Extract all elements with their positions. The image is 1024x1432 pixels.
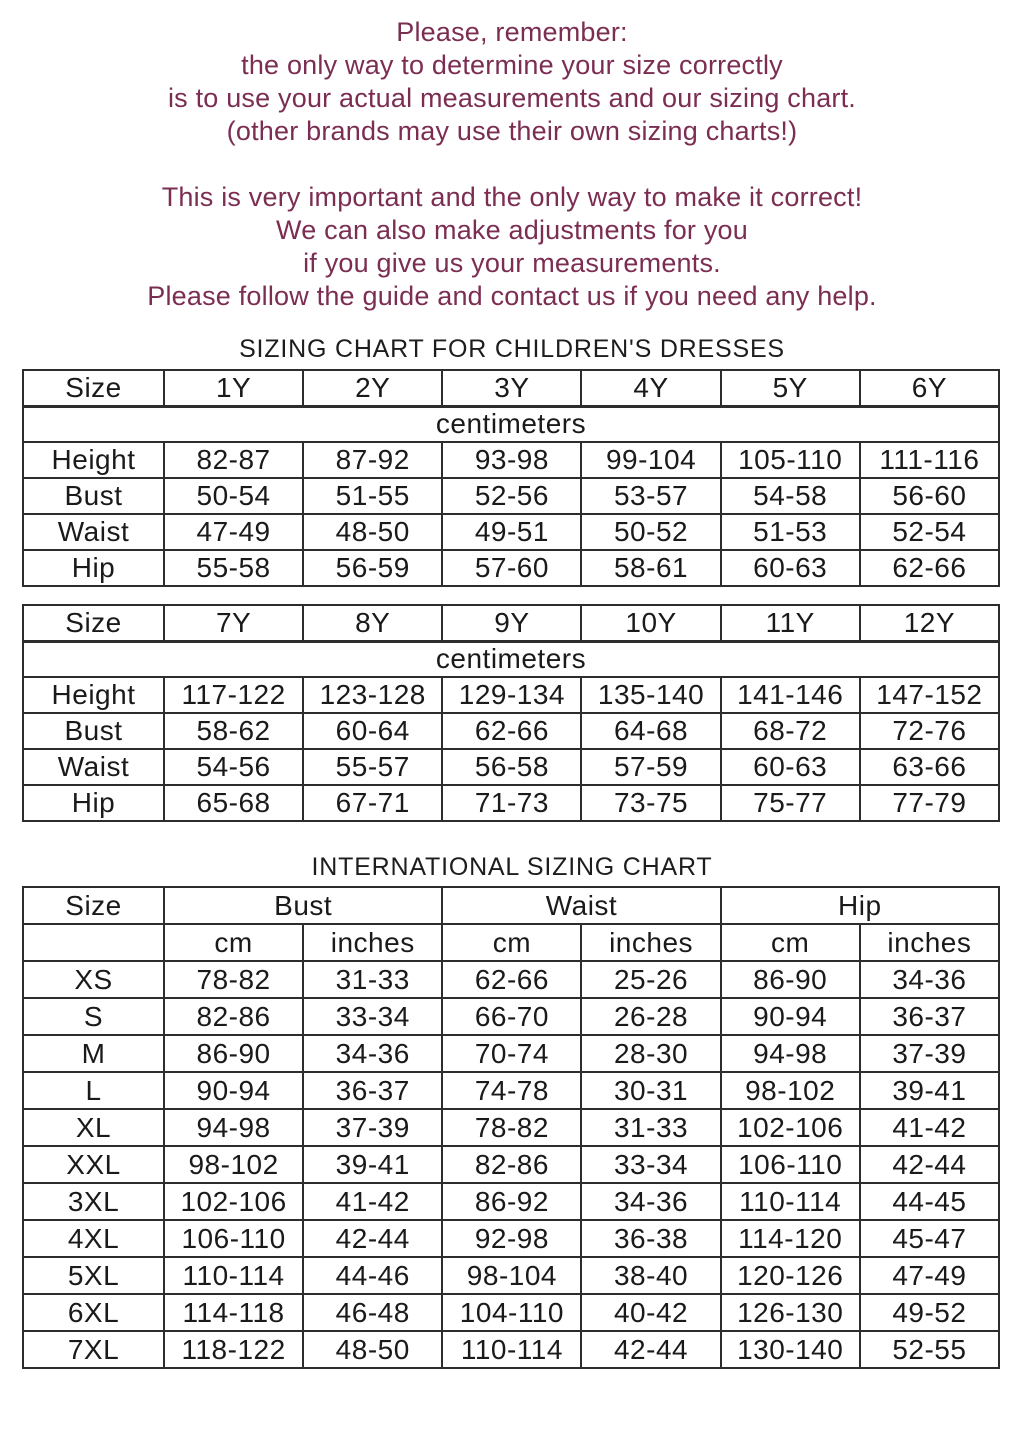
value-cell: 106-110 xyxy=(721,1146,860,1183)
value-cell: 130-140 xyxy=(721,1331,860,1368)
value-cell: 68-72 xyxy=(721,713,860,749)
value-cell: 52-55 xyxy=(860,1331,999,1368)
value-cell: 86-90 xyxy=(721,961,860,998)
value-cell: 126-130 xyxy=(721,1294,860,1331)
unit-header-cell: inches xyxy=(581,924,720,961)
value-cell: 117-122 xyxy=(164,677,303,713)
value-cell: 34-36 xyxy=(303,1035,442,1072)
value-cell: 66-70 xyxy=(442,998,581,1035)
row-label-cell: XL xyxy=(23,1109,164,1146)
table-row xyxy=(23,406,999,442)
unit-header-cell: inches xyxy=(860,924,999,961)
intro-line: Please follow the guide and contact us if you need any help. xyxy=(147,281,877,311)
value-cell: 37-39 xyxy=(303,1109,442,1146)
value-cell: 53-57 xyxy=(581,478,720,514)
row-label-cell: 6XL xyxy=(23,1294,164,1331)
value-cell: 42-44 xyxy=(303,1220,442,1257)
value-cell: 47-49 xyxy=(860,1257,999,1294)
value-cell: 54-56 xyxy=(164,749,303,785)
blank-cell xyxy=(23,924,164,961)
value-cell: 75-77 xyxy=(721,785,860,821)
size-header-cell: 8Y xyxy=(303,605,442,641)
value-cell: 62-66 xyxy=(442,713,581,749)
table-row xyxy=(23,1109,999,1146)
unit-header-cell: inches xyxy=(303,924,442,961)
row-label-cell: M xyxy=(23,1035,164,1072)
value-cell: 56-58 xyxy=(442,749,581,785)
value-cell: 58-61 xyxy=(581,550,720,586)
table-row xyxy=(23,1035,999,1072)
value-cell: 60-64 xyxy=(303,713,442,749)
value-cell: 104-110 xyxy=(442,1294,581,1331)
intro-line-spacer xyxy=(0,148,1024,181)
size-header-cell: 11Y xyxy=(721,605,860,641)
value-cell: 57-60 xyxy=(442,550,581,586)
value-cell: 50-52 xyxy=(581,514,720,550)
table-row xyxy=(23,550,999,586)
table-row xyxy=(23,1183,999,1220)
table-row xyxy=(23,961,999,998)
value-cell: 90-94 xyxy=(721,998,860,1035)
row-label-cell: Bust xyxy=(23,478,164,514)
value-cell: 67-71 xyxy=(303,785,442,821)
table-row xyxy=(23,514,999,550)
value-cell: 50-54 xyxy=(164,478,303,514)
value-cell: 37-39 xyxy=(860,1035,999,1072)
measure-group-cell: Hip xyxy=(721,887,999,924)
size-header-cell: 2Y xyxy=(303,370,442,406)
value-cell: 94-98 xyxy=(721,1035,860,1072)
size-label-cell: Size xyxy=(23,370,164,406)
table-row xyxy=(23,605,999,641)
value-cell: 86-92 xyxy=(442,1183,581,1220)
value-cell: 48-50 xyxy=(303,1331,442,1368)
value-cell: 25-26 xyxy=(581,961,720,998)
value-cell: 87-92 xyxy=(303,442,442,478)
row-label-cell: Waist xyxy=(23,749,164,785)
value-cell: 44-46 xyxy=(303,1257,442,1294)
size-label-cell: Size xyxy=(23,887,164,924)
intro-line: the only way to determine your size correctly xyxy=(241,50,783,80)
value-cell: 55-58 xyxy=(164,550,303,586)
table-row xyxy=(23,998,999,1035)
size-header-cell: 5Y xyxy=(721,370,860,406)
value-cell: 62-66 xyxy=(860,550,999,586)
row-label-cell: 3XL xyxy=(23,1183,164,1220)
value-cell: 38-40 xyxy=(581,1257,720,1294)
row-label-cell: 7XL xyxy=(23,1331,164,1368)
value-cell: 51-53 xyxy=(721,514,860,550)
value-cell: 36-37 xyxy=(860,998,999,1035)
unit-header-cell: cm xyxy=(721,924,860,961)
size-header-cell: 12Y xyxy=(860,605,999,641)
value-cell: 60-63 xyxy=(721,749,860,785)
value-cell: 77-79 xyxy=(860,785,999,821)
value-cell: 78-82 xyxy=(164,961,303,998)
size-header-cell: 1Y xyxy=(164,370,303,406)
intro-note xyxy=(0,0,1024,313)
value-cell: 129-134 xyxy=(442,677,581,713)
unit-row-cell: centimeters xyxy=(23,406,999,442)
value-cell: 114-120 xyxy=(721,1220,860,1257)
value-cell: 147-152 xyxy=(860,677,999,713)
value-cell: 57-59 xyxy=(581,749,720,785)
value-cell: 141-146 xyxy=(721,677,860,713)
table-row xyxy=(23,1331,999,1368)
table-row xyxy=(23,713,999,749)
value-cell: 39-41 xyxy=(303,1146,442,1183)
value-cell: 118-122 xyxy=(164,1331,303,1368)
value-cell: 33-34 xyxy=(581,1146,720,1183)
value-cell: 45-47 xyxy=(860,1220,999,1257)
children-sizing-table-2 xyxy=(22,604,1000,822)
value-cell: 36-37 xyxy=(303,1072,442,1109)
intro-line: (other brands may use their own sizing charts!) xyxy=(226,116,798,146)
value-cell: 26-28 xyxy=(581,998,720,1035)
value-cell: 110-114 xyxy=(442,1331,581,1368)
value-cell: 123-128 xyxy=(303,677,442,713)
value-cell: 56-59 xyxy=(303,550,442,586)
row-label-cell: Height xyxy=(23,442,164,478)
unit-header-cell: cm xyxy=(442,924,581,961)
size-header-cell: 7Y xyxy=(164,605,303,641)
value-cell: 58-62 xyxy=(164,713,303,749)
table-row xyxy=(23,1257,999,1294)
value-cell: 49-51 xyxy=(442,514,581,550)
value-cell: 111-116 xyxy=(860,442,999,478)
intro-line: is to use your actual measurements and our sizing chart. xyxy=(167,83,857,113)
row-label-cell: Height xyxy=(23,677,164,713)
table-row xyxy=(23,1294,999,1331)
table-row xyxy=(23,887,999,924)
table-row xyxy=(23,785,999,821)
value-cell: 42-44 xyxy=(860,1146,999,1183)
value-cell: 39-41 xyxy=(860,1072,999,1109)
table-row xyxy=(23,749,999,785)
value-cell: 60-63 xyxy=(721,550,860,586)
value-cell: 54-58 xyxy=(721,478,860,514)
value-cell: 102-106 xyxy=(721,1109,860,1146)
measure-group-cell: Waist xyxy=(442,887,720,924)
value-cell: 55-57 xyxy=(303,749,442,785)
table-row xyxy=(23,924,999,961)
value-cell: 52-56 xyxy=(442,478,581,514)
value-cell: 56-60 xyxy=(860,478,999,514)
unit-header-cell: cm xyxy=(164,924,303,961)
unit-row-cell: centimeters xyxy=(23,641,999,677)
row-label-cell: Bust xyxy=(23,713,164,749)
table-row xyxy=(23,478,999,514)
row-label-cell: L xyxy=(23,1072,164,1109)
value-cell: 62-66 xyxy=(442,961,581,998)
value-cell: 86-90 xyxy=(164,1035,303,1072)
value-cell: 98-102 xyxy=(164,1146,303,1183)
value-cell: 74-78 xyxy=(442,1072,581,1109)
value-cell: 72-76 xyxy=(860,713,999,749)
row-label-cell: 5XL xyxy=(23,1257,164,1294)
value-cell: 64-68 xyxy=(581,713,720,749)
value-cell: 40-42 xyxy=(581,1294,720,1331)
international-sizing-table xyxy=(22,886,1000,1369)
value-cell: 98-104 xyxy=(442,1257,581,1294)
value-cell: 41-42 xyxy=(860,1109,999,1146)
row-label-cell: Hip xyxy=(23,785,164,821)
children-sizing-table-1 xyxy=(22,369,1000,587)
value-cell: 48-50 xyxy=(303,514,442,550)
value-cell: 34-36 xyxy=(581,1183,720,1220)
value-cell: 135-140 xyxy=(581,677,720,713)
value-cell: 82-87 xyxy=(164,442,303,478)
value-cell: 92-98 xyxy=(442,1220,581,1257)
value-cell: 30-31 xyxy=(581,1072,720,1109)
measure-group-cell: Bust xyxy=(164,887,442,924)
value-cell: 99-104 xyxy=(581,442,720,478)
value-cell: 63-66 xyxy=(860,749,999,785)
value-cell: 47-49 xyxy=(164,514,303,550)
value-cell: 71-73 xyxy=(442,785,581,821)
value-cell: 44-45 xyxy=(860,1183,999,1220)
value-cell: 106-110 xyxy=(164,1220,303,1257)
table-row xyxy=(23,641,999,677)
value-cell: 94-98 xyxy=(164,1109,303,1146)
row-label-cell: S xyxy=(23,998,164,1035)
value-cell: 46-48 xyxy=(303,1294,442,1331)
intro-line: This is very important and the only way to make it correct! xyxy=(161,182,863,212)
value-cell: 33-34 xyxy=(303,998,442,1035)
table-row xyxy=(23,1146,999,1183)
value-cell: 31-33 xyxy=(581,1109,720,1146)
row-label-cell: XXL xyxy=(23,1146,164,1183)
table-row xyxy=(23,1220,999,1257)
value-cell: 120-126 xyxy=(721,1257,860,1294)
value-cell: 36-38 xyxy=(581,1220,720,1257)
intro-line: if you give us your measurements. xyxy=(303,248,721,278)
value-cell: 41-42 xyxy=(303,1183,442,1220)
value-cell: 82-86 xyxy=(164,998,303,1035)
value-cell: 52-54 xyxy=(860,514,999,550)
row-label-cell: XS xyxy=(23,961,164,998)
value-cell: 114-118 xyxy=(164,1294,303,1331)
value-cell: 28-30 xyxy=(581,1035,720,1072)
value-cell: 110-114 xyxy=(164,1257,303,1294)
value-cell: 42-44 xyxy=(581,1331,720,1368)
table-row xyxy=(23,677,999,713)
size-label-cell: Size xyxy=(23,605,164,641)
value-cell: 110-114 xyxy=(721,1183,860,1220)
value-cell: 65-68 xyxy=(164,785,303,821)
value-cell: 70-74 xyxy=(442,1035,581,1072)
row-label-cell: Waist xyxy=(23,514,164,550)
size-header-cell: 9Y xyxy=(442,605,581,641)
value-cell: 34-36 xyxy=(860,961,999,998)
size-header-cell: 10Y xyxy=(581,605,720,641)
table-row xyxy=(23,442,999,478)
value-cell: 31-33 xyxy=(303,961,442,998)
intro-line: We can also make adjustments for you xyxy=(276,215,748,245)
value-cell: 82-86 xyxy=(442,1146,581,1183)
row-label-cell: 4XL xyxy=(23,1220,164,1257)
size-header-cell: 3Y xyxy=(442,370,581,406)
table-row xyxy=(23,370,999,406)
value-cell: 90-94 xyxy=(164,1072,303,1109)
row-label-cell: Hip xyxy=(23,550,164,586)
table-row xyxy=(23,1072,999,1109)
children-chart-title: SIZING CHART FOR CHILDREN'S DRESSES xyxy=(239,335,785,363)
size-header-cell: 4Y xyxy=(581,370,720,406)
value-cell: 73-75 xyxy=(581,785,720,821)
value-cell: 78-82 xyxy=(442,1109,581,1146)
value-cell: 98-102 xyxy=(721,1072,860,1109)
value-cell: 49-52 xyxy=(860,1294,999,1331)
intro-line: Please, remember: xyxy=(396,17,628,47)
value-cell: 93-98 xyxy=(442,442,581,478)
value-cell: 105-110 xyxy=(721,442,860,478)
international-chart-title: INTERNATIONAL SIZING CHART xyxy=(311,853,713,881)
value-cell: 102-106 xyxy=(164,1183,303,1220)
value-cell: 51-55 xyxy=(303,478,442,514)
size-header-cell: 6Y xyxy=(860,370,999,406)
